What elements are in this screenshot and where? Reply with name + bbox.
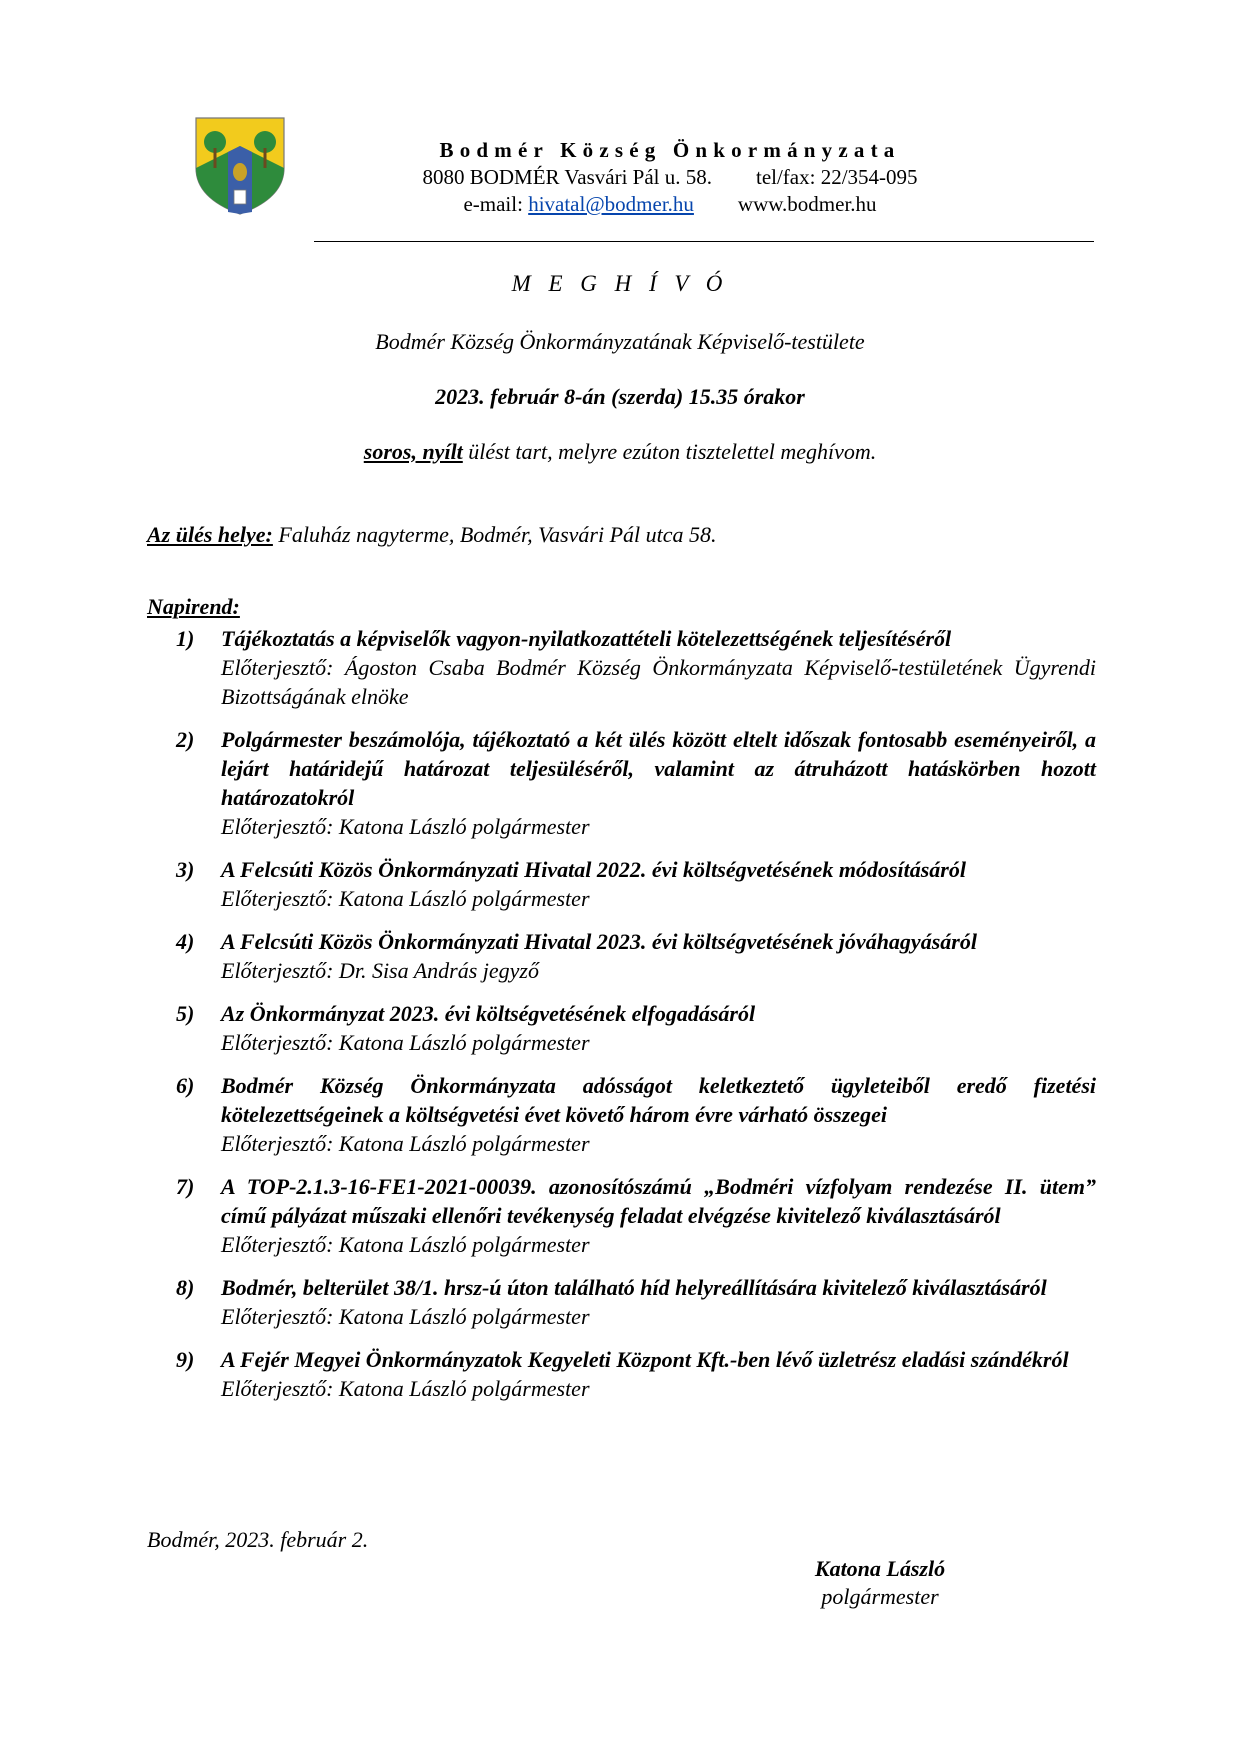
agenda-item-title: Bodmér, belterület 38/1. hrsz-ú úton található híd helyreállítására kivitelező kiválasztásáról bbox=[221, 1275, 1047, 1300]
session-type: soros, nyílt bbox=[363, 439, 463, 464]
agenda-item-presenter: Előterjesztő: Katona László polgármester bbox=[221, 1131, 590, 1156]
signatory-role: polgármester bbox=[821, 1584, 939, 1609]
agenda-list bbox=[176, 624, 1096, 1403]
agenda-item-title: Tájékoztatás a képviselők vagyon-nyilatkozattételi kötelezettségének teljesítéséről bbox=[221, 626, 952, 651]
agenda-item bbox=[176, 1071, 1096, 1158]
agenda-item-presenter: Előterjesztő: Katona László polgármester bbox=[221, 1232, 590, 1257]
agenda-item-presenter: Előterjesztő: Katona László polgármester bbox=[221, 886, 590, 911]
agenda-item-presenter: Előterjesztő: Dr. Sisa András jegyző bbox=[221, 958, 539, 983]
agenda-item-title: A Felcsúti Közös Önkormányzati Hivatal 2022. évi költségvetésének módosításáról bbox=[221, 857, 966, 882]
agenda-item-presenter: Előterjesztő: Katona László polgármester bbox=[221, 1030, 590, 1055]
organization-web-line bbox=[340, 192, 1000, 217]
website: www.bodmer.hu bbox=[737, 192, 877, 216]
agenda-item bbox=[176, 855, 1096, 913]
session-line bbox=[180, 439, 1060, 465]
agenda-item-presenter: Előterjesztő: Ágoston Csaba Bodmér Község Önkormányzata Képviselő-testületének Ügyrendi Bizottságának elnöke bbox=[221, 655, 1096, 709]
signature-place-date: Bodmér, 2023. február 2. bbox=[147, 1527, 369, 1552]
agenda-item-number: 4) bbox=[176, 929, 195, 954]
agenda-item bbox=[176, 1345, 1096, 1403]
meeting-date: 2023. február 8-án (szerda) 15.35 órakor bbox=[435, 384, 805, 409]
agenda-item-number: 7) bbox=[176, 1174, 195, 1199]
agenda-item-title: Az Önkormányzat 2023. évi költségvetésének elfogadásáról bbox=[221, 1001, 756, 1026]
place-label: Az ülés helye: bbox=[147, 522, 273, 547]
agenda-item-number: 3) bbox=[176, 857, 195, 882]
agenda-item bbox=[176, 999, 1096, 1057]
agenda-item-presenter: Előterjesztő: Katona László polgármester bbox=[221, 1376, 590, 1401]
agenda-item-presenter: Előterjesztő: Katona László polgármester bbox=[221, 814, 590, 839]
agenda-item-number: 8) bbox=[176, 1275, 195, 1300]
document-subtitle: Bodmér Község Önkormányzatának Képviselő-testülete bbox=[375, 329, 865, 354]
agenda-item-title: Polgármester beszámolója, tájékoztató a két ülés között eltelt időszak fontosabb eseményeiről, a lejárt határidejű határozat teljesüléséről, valamint az átruházott hatáskörben hozott határozatokról bbox=[221, 727, 1096, 810]
agenda-item-title: Bodmér Község Önkormányzata adósságot keletkeztető ügyleteiből eredő fizetési kötelezettségeinek a költségvetési évet követő három évre várható összegei bbox=[221, 1073, 1096, 1127]
agenda-item-title: A Felcsúti Közös Önkormányzati Hivatal 2023. évi költségvetésének jóváhagyásáról bbox=[221, 929, 977, 954]
agenda-item bbox=[176, 1172, 1096, 1259]
agenda-item-presenter: Előterjesztő: Katona László polgármester bbox=[221, 1304, 590, 1329]
agenda-item-number: 2) bbox=[176, 727, 195, 752]
agenda-item bbox=[176, 1273, 1096, 1331]
agenda-item-number: 9) bbox=[176, 1347, 195, 1372]
organization-name: Bodmér Község Önkormányzata bbox=[439, 138, 901, 162]
email-label: e-mail: bbox=[463, 192, 523, 216]
agenda-item-number: 5) bbox=[176, 1001, 195, 1026]
organization-address: 8080 BODMÉR Vasvári Pál u. 58. bbox=[422, 165, 712, 189]
agenda-item-title: A TOP-2.1.3-16-FE1-2021-00039. azonosítószámú „Bodméri vízfolyam rendezése II. ütem” című pályázat műszaki ellenőri tevékenység feladat elvégzése kivitelező kiválasztásáról bbox=[221, 1174, 1096, 1228]
signatory-name: Katona László bbox=[814, 1556, 946, 1581]
session-text: ülést tart, melyre ezúton tisztelettel meghívom. bbox=[462, 439, 877, 464]
document-title: M E G H Í V Ó bbox=[511, 271, 729, 296]
place-value: Faluház nagyterme, Bodmér, Vasvári Pál utca 58. bbox=[272, 522, 717, 547]
email-link[interactable]: hivatal@bodmer.hu bbox=[528, 192, 694, 216]
organization-contact-line bbox=[340, 165, 1000, 190]
agenda-item bbox=[176, 725, 1096, 841]
meeting-place bbox=[147, 522, 717, 548]
organization-phone: tel/fax: 22/354-095 bbox=[755, 165, 918, 189]
header-divider bbox=[314, 241, 1094, 242]
coat-of-arms-logo bbox=[193, 116, 287, 216]
agenda-item-title: A Fejér Megyei Önkormányzatok Kegyeleti Központ Kft.-ben lévő üzletrész eladási szándékról bbox=[221, 1347, 1069, 1372]
agenda-item bbox=[176, 624, 1096, 711]
agenda-item-number: 1) bbox=[176, 626, 195, 651]
agenda-item bbox=[176, 927, 1096, 985]
agenda-heading: Napirend: bbox=[147, 594, 240, 619]
agenda-item-number: 6) bbox=[176, 1073, 195, 1098]
